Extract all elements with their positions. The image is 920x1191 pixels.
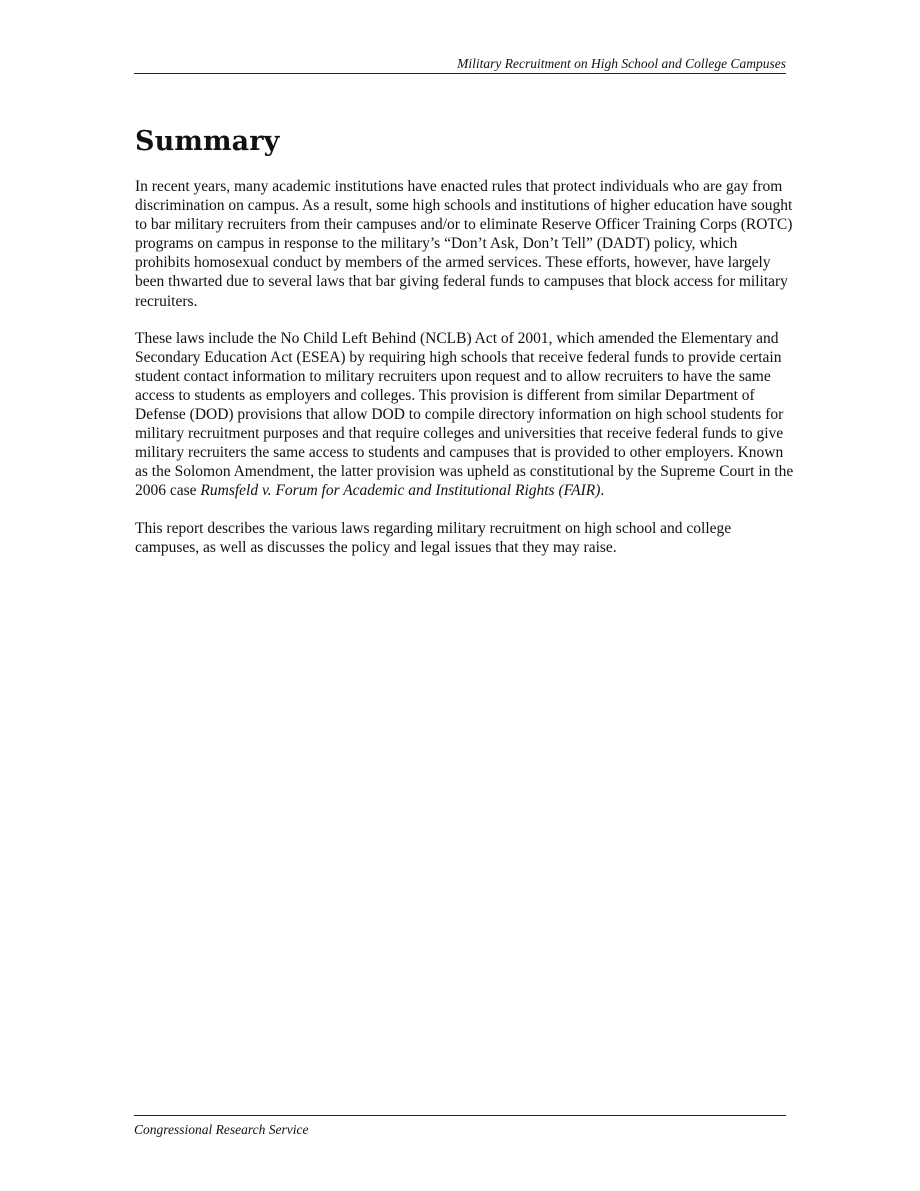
running-footer: Congressional Research Service [134,1115,786,1138]
summary-paragraph-1: In recent years, many academic institutions have enacted rules that protect individuals who are gay from discrimination on campus. As a result, some high schools and institutions of higher education have sought to bar military recruiters from their campuses and/or to eliminate Reserve Officer Training Corps (ROTC) programs on campus in response to the military’s “Don’t Ask, Don’t Tell” (DADT) policy, which prohibits homosexual conduct by members of the armed services. These efforts, however, have largely been thwarted due to several laws that bar giving federal funds to campuses that block access for military recruiters. [135,178,793,310]
summary-paragraph-2 [135,329,795,501]
paragraph-2-end: . [600,482,605,500]
summary-paragraph-3: This report describes the various laws regarding military recruitment on high school and college campuses, as well as discusses the policy and legal issues that they may raise. [135,519,732,556]
section-title: Summary [135,126,280,157]
paragraph-2-text: These laws include the No Child Left Behind (NCLB) Act of 2001, which amended the Elementary and Secondary Education Act (ESEA) by requiring high schools that receive federal funds to provide certain student contact information to military recruiters upon request and to allow recruiters to have the same access to students as employers and colleges. This provision is different from similar Department of Defense (DOD) provisions that allow DOD to compile directory information on high school students for military recruitment purposes and that require colleges and universities that receive federal funds to give military recruiters the same access to students and campuses that is provided to other employers. Known as the Solomon Amendment, the latter provision was upheld as constitutional by the Supreme Court in the 2006 case [135,329,794,500]
case-citation: Rumsfeld v. Forum for Academic and Institutional Rights (FAIR) [200,482,601,500]
summary-body [135,177,795,575]
running-header: Military Recruitment on High School and College Campuses [134,55,786,74]
